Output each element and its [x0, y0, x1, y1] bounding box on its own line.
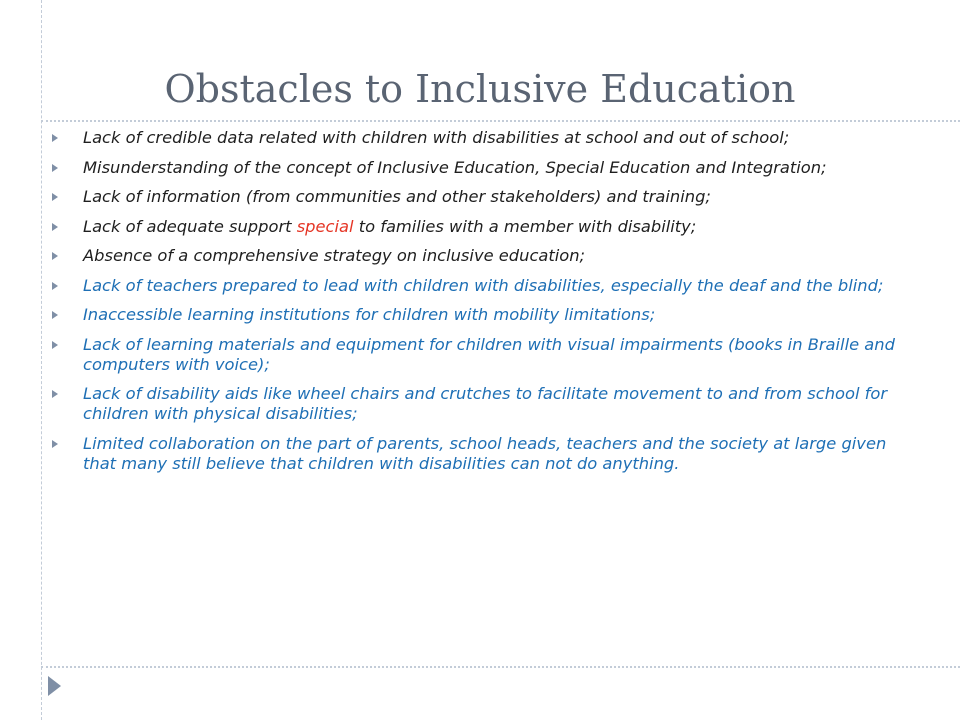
bullet-item — [52, 276, 910, 296]
bullet-item — [52, 434, 910, 474]
bullet-text: Lack of credible data related with children with disabilities at school and out of school; — [83, 128, 790, 147]
title-divider — [41, 120, 960, 122]
bullet-item — [52, 217, 910, 237]
right-triangle-icon — [52, 164, 58, 172]
highlighted-word: special — [296, 216, 354, 236]
bullet-item — [52, 158, 910, 178]
bullet-item — [52, 335, 910, 375]
right-triangle-icon — [52, 440, 58, 448]
right-triangle-icon — [52, 223, 58, 231]
right-triangle-icon — [52, 252, 58, 260]
bullet-item — [52, 305, 910, 325]
bullet-text: Limited collaboration on the part of parents, school heads, teachers and the society at large given that many still believe that children with disabilities can not do anything. — [83, 433, 887, 473]
bullet-text: Inaccessible learning institutions for children with mobility limitations; — [83, 305, 656, 324]
bullet-text: Misunderstanding of the concept of Inclusive Education, Special Education and Integration; — [83, 157, 827, 177]
right-triangle-icon — [52, 282, 58, 290]
bullet-text: Lack of teachers prepared to lead with children with disabilities, especially the deaf and the blind; — [83, 275, 884, 295]
bullet-item — [52, 128, 910, 148]
play-arrow-icon[interactable] — [48, 676, 61, 696]
bullet-item — [52, 246, 910, 266]
bullet-text: Absence of a comprehensive strategy on inclusive education; — [83, 246, 586, 265]
bullet-item — [52, 187, 910, 207]
right-triangle-icon — [52, 311, 58, 319]
bullet-text-end: to families with a member with disability; — [353, 216, 697, 236]
bullet-list — [52, 128, 910, 483]
bullet-text: Lack of information (from communities and other stakeholders) and training; — [83, 187, 711, 206]
bullet-text-start: Lack of adequate support — [83, 216, 297, 236]
right-triangle-icon — [52, 134, 58, 142]
right-triangle-icon — [52, 341, 58, 349]
right-triangle-icon — [52, 390, 58, 398]
footer-divider — [41, 666, 960, 668]
bullet-item — [52, 384, 910, 424]
bullet-text: Lack of disability aids like wheel chairs and crutches to facilitate movement to and from school for children with physical disabilities; — [83, 384, 888, 423]
right-triangle-icon — [52, 193, 58, 201]
bullet-text: Lack of learning materials and equipment for children with visual impairments (books in Braille and computers with voice); — [83, 334, 895, 374]
slide-title: Obstacles to Inclusive Education — [164, 67, 796, 111]
